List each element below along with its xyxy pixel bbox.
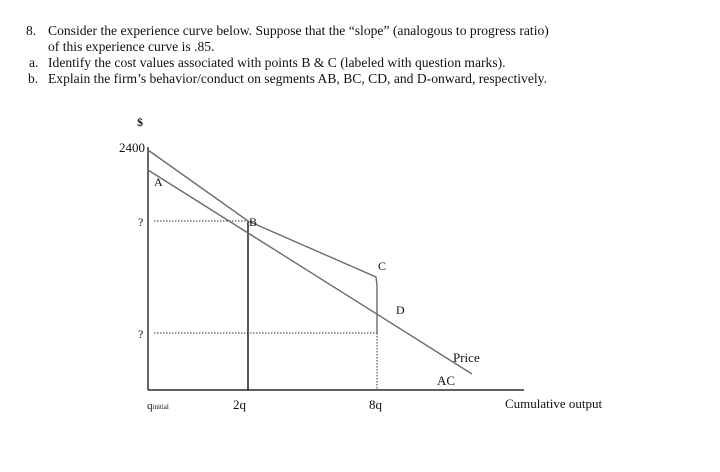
question-number: 8. bbox=[26, 23, 37, 38]
x-tick-8q: 8q bbox=[369, 397, 382, 412]
price-curve-label: Price bbox=[453, 350, 480, 365]
x-axis-label: Cumulative output bbox=[505, 396, 603, 411]
y-axis-dollar-label: $ bbox=[137, 115, 143, 129]
point-d-label: D bbox=[396, 303, 405, 317]
x-tick-2q: 2q bbox=[233, 397, 246, 412]
part-a-text: Identify the cost values associated with points B & C (labeled with question marks). bbox=[48, 55, 506, 70]
y-tick-b-question: ? bbox=[138, 215, 144, 229]
part-b-text: Explain the firm’s behavior/conduct on segments AB, BC, CD, and D-onward, respectively. bbox=[48, 71, 547, 86]
y-tick-c-question: ? bbox=[138, 327, 144, 341]
part-b-marker: b. bbox=[28, 71, 39, 86]
question-stem-line2: of this experience curve is .85. bbox=[48, 39, 215, 54]
point-b-label: B bbox=[249, 215, 258, 229]
y-tick-2400: 2400 bbox=[119, 140, 145, 155]
part-a-marker: a. bbox=[29, 55, 39, 70]
x-tick-initial: qinitial bbox=[147, 400, 169, 412]
point-c-label: C bbox=[378, 259, 387, 273]
question-stem-line1: Consider the experience curve below. Suppose that the “slope” (analogous to progress ratio) bbox=[48, 23, 549, 38]
ac-curve-label: AC bbox=[437, 373, 456, 388]
point-a-label: A bbox=[154, 175, 163, 189]
ac-curve bbox=[148, 170, 472, 374]
